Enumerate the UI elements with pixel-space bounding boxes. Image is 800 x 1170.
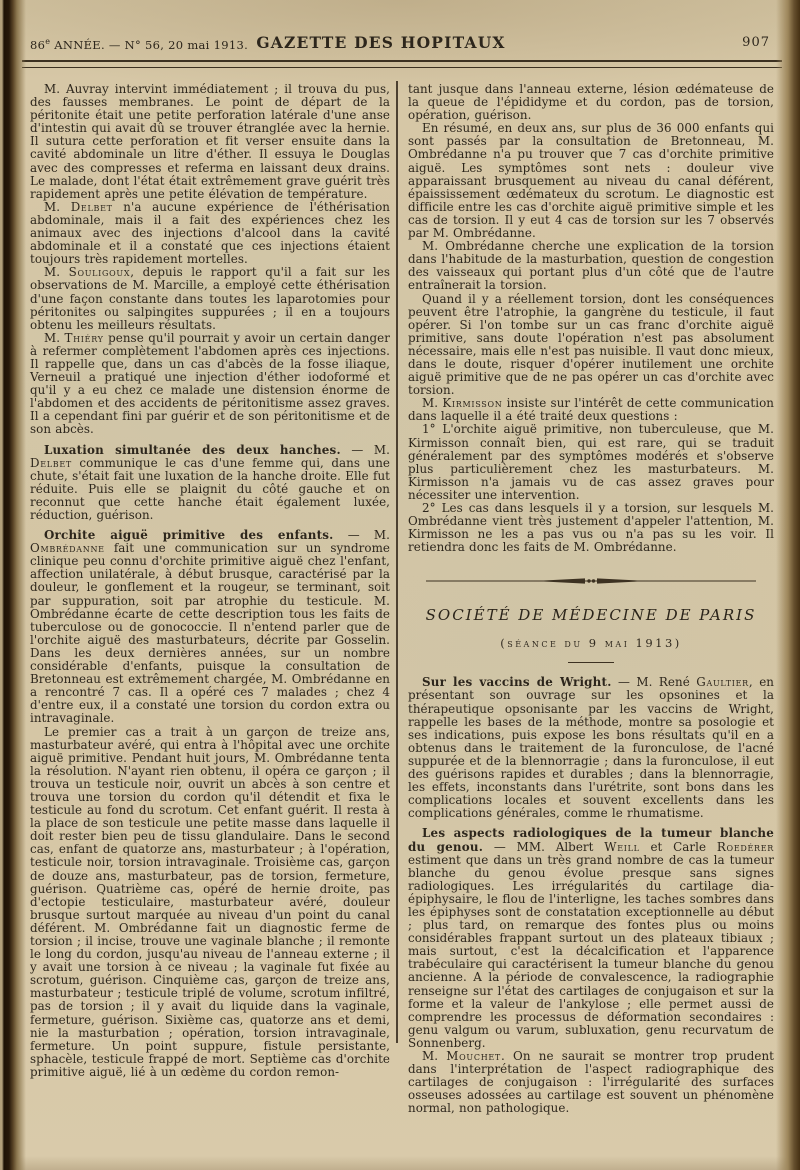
text-segment: M.: [44, 265, 69, 280]
paragraph: [408, 423, 774, 502]
text-segment: communique le cas d'une femme qui, dans une chute, s'était fait une luxation de la hanche droite. Elle fut réduite. Puis elle se plaignit du côté gauche et on reconnut que cette hanche était également luxée, réduction, guérison.: [30, 455, 390, 522]
binding-edge: [0, 0, 26, 1170]
person-name: Delbet: [30, 455, 72, 470]
person-name: Ombrédanne: [30, 541, 105, 556]
page-header: [30, 33, 772, 55]
person-name: Roedérer: [716, 839, 774, 854]
right-column: [408, 83, 774, 1115]
paragraph: [30, 266, 390, 331]
text-segment: 1° L'orchite aiguë primitive, non tuberculeuse, que M. Kirmisson connaît bien, qui est rare, qui se traduit généralement par des symptômes modérés et s'observe plus particulièrement chez les masturbateurs. M. Kirmisson n'a jamais vu de cas assez graves pour nécessiter une intervention.: [408, 422, 774, 502]
text-segment: , depuis le rapport qu'il a fait sur les observations de M. Marcille, a employé cette éthérisation d'une façon constante dans toutes les laparotomies pour péritonites ou salpingites suppurées ; il en a toujours obtenu les meilleurs résultats.: [30, 265, 390, 332]
person-name: Weill: [604, 839, 640, 854]
right-column-bottom: [408, 676, 774, 1115]
text-columns: [30, 81, 774, 1161]
text-segment: estiment que dans un très grand nombre de cas la tumeur blanche du genou évolue presque sans signes radiologiques. Les irrégularités du cartilage dia-épiphysaire, le flou de l'interligne, les taches sombres dans les épiphyses sont de constatation exceptionnelle au début ; plus tard, on remarque des fontes plus ou moins considérables frappant surtout un des plateaux tibiaux ; mais surtout, c'est la décalcification et l'apparence trabéculaire qui caractérisent la tumeur blanche du genou ancienne. A la période de convalescence, la radiographie renseigne sur l'état des cartilages de conjugaison et sur la forme et la valeur de l'ankylose ; elle permet aussi de comprendre les processus de déformation secondaires : genu valgum ou varum, subluxation, genu recurvatum de Sonnenberg.: [408, 852, 774, 1050]
text-segment: M.: [44, 199, 71, 214]
text-segment: n'a aucune expérience de l'éthérisation abdominale, mais il a fait des expériences chez les animaux avec des injections d'alcool dans la cavité abdominale et il a constaté que ces injections étaient toujours très rapidement mortelles.: [30, 199, 390, 267]
section-subtitle: (séance du 9 mai 1913): [500, 636, 682, 651]
right-column-top: [408, 83, 774, 554]
text-segment: . On ne saurait se montrer trop prudent dans l'interprétation de l'aspect radiographique des cartilages de conjugaison : l'irrégularité des surfaces osseuses adossées au cartilage est souvent un phénomène normal, non pathologique.: [408, 1049, 774, 1116]
header-double-rule: [22, 60, 782, 68]
text-segment: fait une communication sur un syndrome clinique peu connu d'orchite primitive aiguë chez l'enfant, affection unilatérale, à début brusque, caractérisé par la douleur, le gonflement et la rougeur, se terminant, soit par suppuration, soit par atrophie du testicule. M. Ombrédanne écarte de cette description tous les faits de tuberculose ou de gonococcie. Il n'entend parler que de l'orchite aiguë des masturbateurs, décrite par Gosselin. Dans les deux dernières années, sur un nombre considérable d'enfants, puisque la consultation de Bretonneau est extrêmement chargée, M. Ombrédanne en a rencontré 7 cas. Il a opéré ces 7 malades ; chez 4 d'entre eux, il a constaté une torsion du cordon extra ou intravaginale.: [30, 541, 390, 726]
text-segment: Le premier cas a trait à un garçon de treize ans, masturbateur avéré, qui entra à l'hôpital avec une orchite aiguë primitive. Pendant huit jours, M. Ombrédanne tenta la résolution. N'ayant rien obtenu, il opéra ce garçon ; il trouva un testicule noir, ouvrit un abcès à son centre et trouva une torsion du cordon qu'il détendit et fixa le testicule au fond du scrotum. Cet enfant guérit. Il resta à la place de son testicule une petite masse dans laquelle il doit rester bien peu de tissu glandulaire. Dans le second cas, enfant de quatorze ans, masturbateur ; à l'opération, testicule noir, torsion intravaginale. Troisième cas, garçon de douze ans, masturbateur, pas de torsion, fermeture, guérison. Quatrième cas, opéré de hernie droite, pas d'ectopie testiculaire, masturbateur avéré, douleur brusque surtout marquée au niveau d'un point du canal déférent. M. Ombrédanne fait un diagnostic ferme de torsion ; il incise, trouve une vaginale blanche ; il remonte le long du cordon, jusqu'au niveau de l'anneau externe ; il y avait une torsion à ce niveau ; la vaginale fut fixée au scrotum, guérison. Cinquième cas, garçon de treize ans, masturbateur ; testicule triplé de volume, scrotum infiltré, pas de torsion ; il y avait du liquide dans la vaginale, fermeture, guérison. Sixième cas, quatorze ans et demi, nie la masturbation ; opération, torsion intravaginale, fermeture. Un point suppure, fistule persistante, sphacèle, testicule frappé de mort. Septième cas d'orchite primitive aiguë, lié à un œdème du cordon remon-: [30, 724, 390, 1079]
bottom-shadow: [0, 1156, 800, 1170]
paragraph: [408, 676, 774, 820]
text-segment: pense qu'il pourrait y avoir un certain danger à refermer complètement l'abdomen après ces injections. Il rappelle que, dans un cas d'abcès de la fosse iliaque, Verneuil a pratiqué une injection d'éther iodoformé et qu'il y a eu chez ce malade une distension énorme de l'abdomen et des accidents de péritonitisme assez graves. Il a cependant fini par guérir et de son péritonitisme et de son abcès.: [30, 330, 390, 437]
text-segment: M.: [44, 330, 65, 345]
text-segment: Les aspects radiologiques de la tumeur blanche du genou.: [408, 826, 774, 854]
text-segment: Luxation simultanée des deux hanches.: [44, 442, 341, 457]
text-segment: insiste sur l'intérêt de cette communication dans laquelle il a été traité deux questions :: [408, 396, 774, 424]
text-segment: M. Ombrédanne cherche une explication de la torsion dans l'habitude de la masturbation, question de congestion des vaisseaux qui portant plus d'un côté que de l'autre entraînerait la torsion.: [408, 239, 774, 293]
decorative-divider: [408, 571, 774, 590]
paragraph: [30, 529, 390, 725]
section-heading: [408, 606, 774, 663]
issue-sup: e: [45, 37, 51, 46]
column-rule: [396, 81, 398, 1043]
paragraph: [30, 201, 390, 266]
paragraph: [30, 83, 390, 201]
person-name: Thiéry: [64, 330, 104, 345]
text-segment: Sur les vaccins de Wright.: [422, 675, 612, 690]
paragraph: [408, 240, 774, 292]
text-segment: — M.: [333, 528, 390, 543]
paragraph: [408, 827, 774, 1050]
person-name: Mouchet: [446, 1049, 501, 1063]
text-segment: Quand il y a réellement torsion, dont les conséquences peuvent être l'atrophie, la gangrène du testicule, il faut opérer. Si l'on tombe sur un cas franc d'orchite aiguë primitive, sans doute l'opération n'est pas absolument nécessaire, mais elle n'est pas nuisible. Il vaut donc mieux, dans le doute, risquer d'opérer inutilement une orchite aiguë primitive que de ne pas opérer un cas d'orchite avec torsion.: [408, 291, 774, 398]
person-name: Delbet: [70, 199, 113, 214]
paragraph: [408, 83, 774, 122]
text-segment: Orchite aiguë primitive des enfants.: [44, 528, 334, 543]
issue-year: 86: [30, 37, 46, 52]
left-column: [30, 83, 390, 1079]
section-short-rule: [568, 662, 614, 663]
paragraph: [30, 332, 390, 437]
text-segment: M.: [422, 396, 443, 411]
text-segment: tant jusque dans l'anneau externe, lésion œdémateuse de la queue de l'épididyme et du cordon, pas de torsion, opération, guérison.: [408, 82, 774, 123]
paragraph: [30, 726, 390, 1080]
paragraph: [408, 1050, 774, 1115]
text-segment: et Carle: [639, 839, 717, 854]
paragraph: [408, 122, 774, 240]
person-name: Gaultier: [696, 675, 749, 690]
text-segment: , en présentant son ouvrage sur les opsonines et la thérapeutique opsonisante par les vaccins de Wright, rappelle les bases de la méthode, montre sa posologie et ses indications, puis expose les bons résultats qu'il en a obtenus dans le traitement de la furonculose, de l'acné suppurée et de la blennorragie ; dans la furonculose, il eut des guérisons rapides et durables ; dans la blennorragie, les effets, inconstants dans l'urétrite, sont bons dans les complications locales et souvent excellents dans les complications générales, comme le rhumatisme.: [408, 675, 774, 821]
paragraph: [408, 397, 774, 423]
page-number: 907: [742, 35, 770, 50]
issue-rest: ANNÉE. — N° 56, 20 mai 1913.: [50, 37, 249, 52]
paragraph: [408, 502, 774, 554]
text-segment: — M. René: [611, 675, 697, 690]
page-edge-shadow: [776, 0, 800, 1170]
divider-ornament-icon: [426, 576, 756, 586]
person-name: Kirmisson: [442, 396, 503, 411]
section-title: SOCIÉTÉ DE MÉDECINE DE PARIS: [425, 606, 757, 625]
text-segment: En résumé, en deux ans, sur plus de 36 000 enfants qui sont passés par la consultation de Bretonneau, M. Ombrédanne n'a pu trouver que 7 cas d'orchite primitive aiguë. Les symptômes sont nets : douleur vive apparaissant brusquement au niveau du canal déférent, épaississement œdémateux du scrotum. Le diagnostic est difficile entre les cas d'orchite aiguë primitive simple et les cas de torsion. Il y eut 4 cas de torsion sur les 7 observés par M. Ombrédanne.: [408, 121, 774, 241]
text-segment: — M.: [340, 442, 390, 457]
person-name: Souligoux: [68, 265, 131, 280]
text-segment: — MM. Albert: [483, 839, 605, 854]
paragraph: [30, 444, 390, 523]
text-segment: M. Auvray intervint immédiatement ; il trouva du pus, des fausses membranes. Le point de départ de la péritonite était une petite perforation latérale d'une anse d'intestin qui avait dû se trouver étranglée avec la hernie. Il sutura cette perforation et fit verser ensuite dans la cavité abdominale un litre d'éther. Il essuya le Douglas avec des compresses et referma en laissant deux drains. Le malade, dont l'état était extrêmement grave guérit très rapidement après une petite élévation de température.: [30, 82, 390, 201]
journal-title: GAZETTE DES HOPITAUX: [256, 33, 506, 52]
paragraph: [408, 293, 774, 398]
text-segment: M.: [422, 1049, 447, 1063]
text-segment: 2° Les cas dans lesquels il y a torsion, sur lesquels M. Ombrédanne vient très justement d'appeler l'attention, M. Kirmisson ne les a pas vus ou n'a pas su les voir. Il retiendra donc les faits de M. Ombrédanne.: [408, 501, 774, 555]
